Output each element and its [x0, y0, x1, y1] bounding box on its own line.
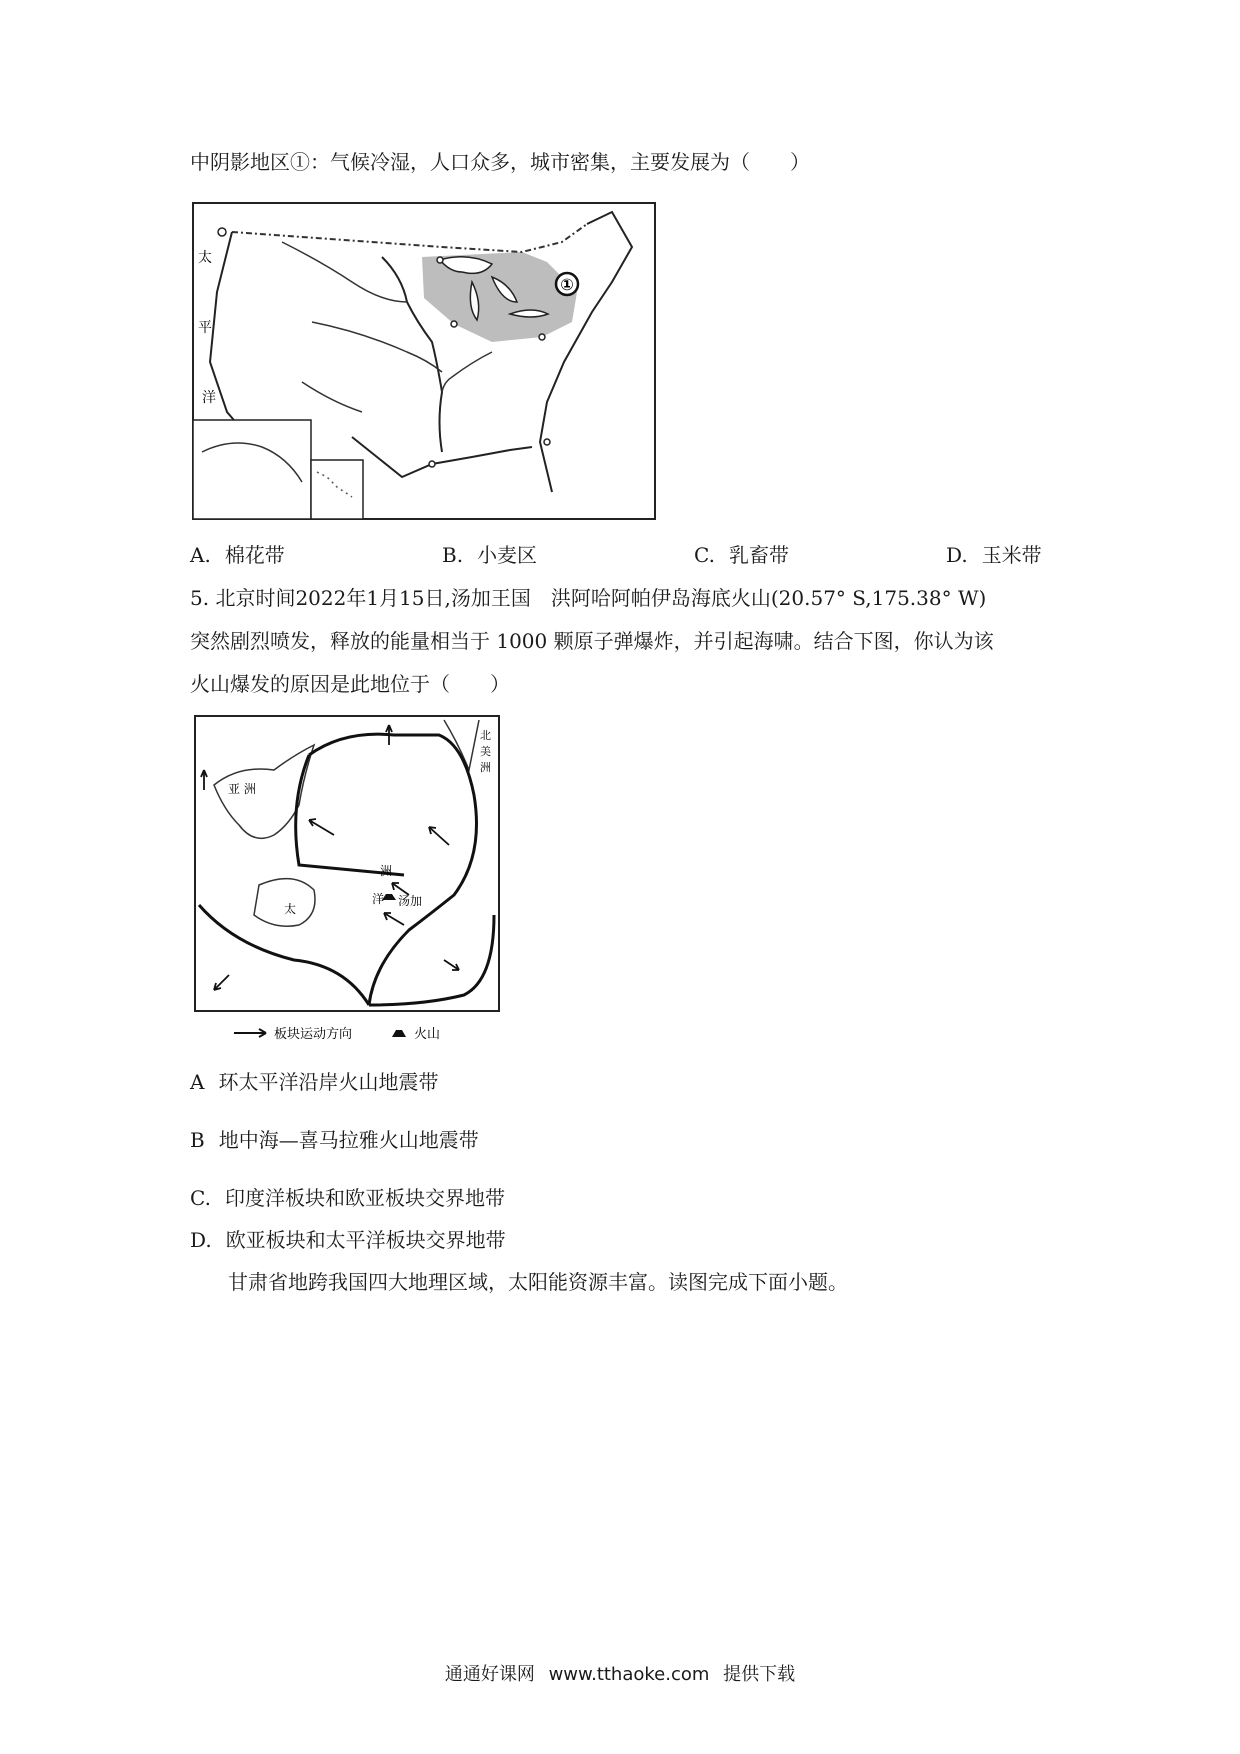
q5-option-d[interactable]	[190, 1226, 506, 1254]
legend-arrow-label: 板块运动方向	[274, 1027, 353, 1042]
legend-volcano-icon	[392, 1030, 406, 1037]
q5-option-a[interactable]	[190, 1068, 438, 1096]
q5-option-b-text: 地中海—喜马拉雅火山地震带	[218, 1128, 479, 1152]
q4-option-d[interactable]	[946, 541, 1042, 569]
next-intro: 甘肃省地跨我国四大地理区域，太阳能资源丰富。读图完成下面小题。	[228, 1270, 848, 1294]
q4-intro: 中阴影地区①：气候冷湿，人口众多，城市密集，主要发展为（ ）	[190, 150, 810, 174]
q4-option-c[interactable]	[694, 541, 789, 569]
page-footer	[0, 1660, 1240, 1686]
q5-option-c-key: C.	[190, 1186, 211, 1210]
pacific-plate-map	[194, 715, 500, 1045]
q5-option-b-key: B	[190, 1128, 205, 1152]
q4-option-c-key: C.	[694, 543, 715, 567]
q5-line-2: 突然剧烈喷发，释放的能量相当于 1000 颗原子弹爆炸，并引起海啸。结合下图，你认为该	[190, 629, 994, 653]
q5-option-a-key: A	[190, 1070, 205, 1094]
footer-url[interactable]: www.tthaoke.com	[548, 1664, 710, 1685]
q5-option-d-text: 欧亚板块和太平洋板块交界地带	[225, 1228, 506, 1252]
q5-option-d-key: D.	[190, 1228, 212, 1252]
map2-na-3: 洲	[480, 761, 491, 774]
q4-option-b-key: B.	[442, 543, 464, 567]
q5-option-c[interactable]	[190, 1184, 505, 1212]
q5-option-b[interactable]	[190, 1126, 479, 1154]
q5-line-1: 5. 北京时间2022年1月15日,汤加王国 洪阿哈阿帕伊岛海底火山(20.57° S,175.38° W)	[190, 586, 987, 610]
map2-yang: 洋	[372, 892, 385, 906]
q5-option-c-text: 印度洋板块和欧亚板块交界地带	[224, 1186, 505, 1210]
map2-tai: 太	[284, 902, 297, 916]
map2-na-2: 美	[480, 745, 491, 758]
region-marker-label: ①	[560, 275, 574, 294]
map2-zhou: 洲	[380, 864, 393, 878]
q5-option-a-text: 环太平洋沿岸火山地震带	[218, 1070, 439, 1094]
q4-option-c-text: 乳畜带	[728, 543, 789, 567]
map2-asia: 亚 洲	[228, 782, 256, 796]
map2-tonga: 汤加	[398, 894, 423, 908]
q4-option-a-text: 棉花带	[224, 543, 285, 567]
footer-action: 提供下载	[723, 1664, 796, 1685]
q4-option-b[interactable]	[442, 541, 537, 569]
map1-ocean-yang: 洋	[202, 390, 216, 406]
q4-option-a[interactable]	[190, 541, 285, 569]
q4-option-a-key: A.	[190, 543, 211, 567]
q4-option-d-text: 玉米带	[981, 543, 1042, 567]
q4-option-b-text: 小麦区	[477, 543, 538, 567]
map1-ocean-tai: 太	[198, 250, 212, 266]
legend-volcano-label: 火山	[414, 1027, 441, 1042]
footer-site: 通通好课网	[444, 1664, 535, 1685]
q5-line-3: 火山爆发的原因是此地位于（ ）	[190, 672, 510, 696]
q4-option-d-key: D.	[946, 543, 968, 567]
map2-na-1: 北	[480, 729, 491, 742]
usa-agriculture-map	[192, 202, 656, 520]
map1-ocean-ping: 平	[198, 320, 212, 336]
